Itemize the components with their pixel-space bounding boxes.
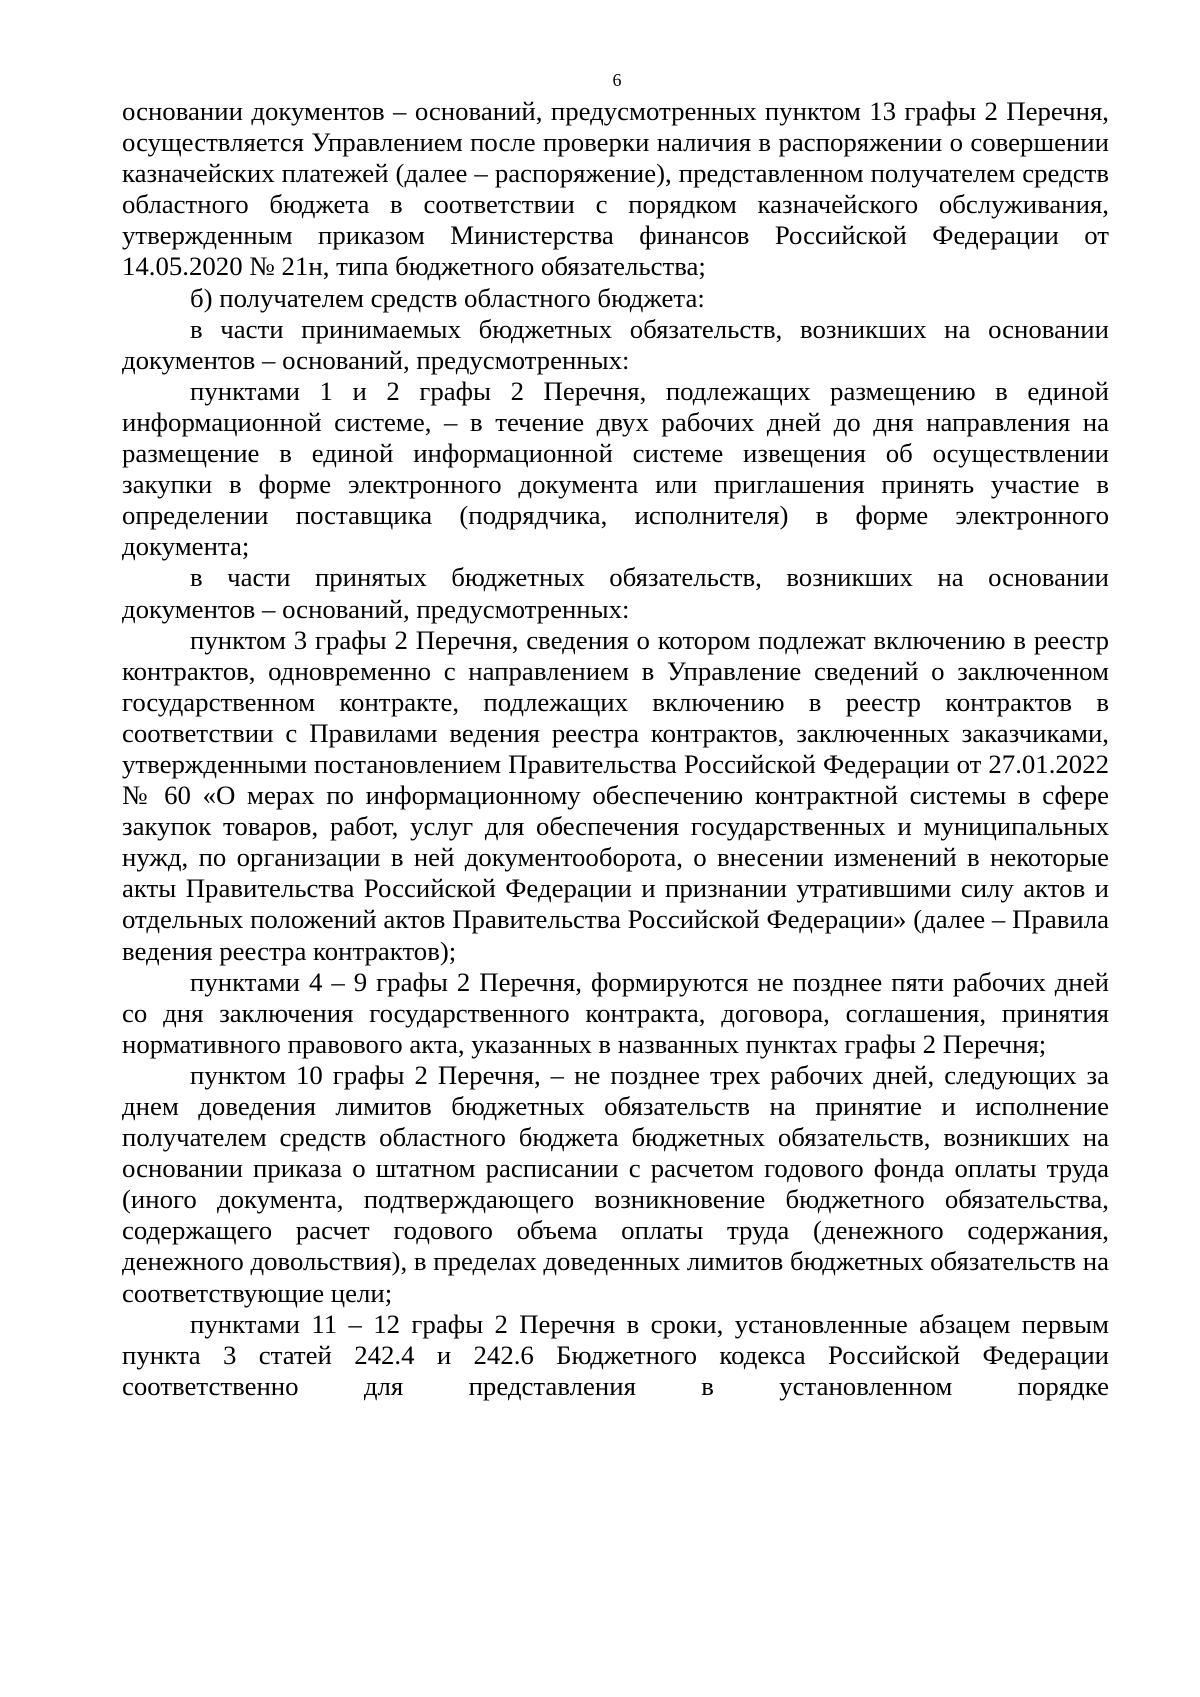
paragraph: пунктом 10 графы 2 Перечня, – не позднее трех рабочих дней, следующих за днем доведения лимитов бюджетных обязательств на принятие и исполнение получателем средств областного бюджета бюджетных обязательств, возникших на основании приказа о штатном расписании с расчетом годового фонда оплаты труда (иного документа, подтверждающего возникновение бюджетного обязательства, содержащего расчет годового объема оплаты труда (денежного содержания, денежного довольствия), в пределах доведенных лимитов бюджетных обязательств на соответствующие цели; [122,1059,1109,1308]
paragraph: в части принятых бюджетных обязательств, возникших на основании документов – оснований, предусмотренных: [122,562,1109,624]
paragraph: пунктами 4 – 9 графы 2 Перечня, формируются не позднее пяти рабочих дней со дня заключения государственного контракта, договора, соглашения, принятия нормативного правового акта, указанных в названных пунктах графы 2 Перечня; [122,966,1109,1059]
paragraph: пунктом 3 графы 2 Перечня, сведения о котором подлежат включению в реестр контрактов, одновременно с направлением в Управление сведений о заключенном государственном контракте, подлежащих включению в реестр контрактов в соответствии с Правилами ведения реестра контрактов, заключенных заказчиками, утвержденными постановлением Правительства Российской Федерации от 27.01.2022 № 60 «О мерах по информационному обеспечению контрактной системы в сфере закупок товаров, работ, услуг для обеспечения государственных и муниципальных нужд, по организации в ней документооборота, о внесении изменений в некоторые акты Правительства Российской Федерации и признании утратившими силу актов и отдельных положений актов Правительства Российской Федерации» (далее – Правила ведения реестра контрактов); [122,624,1109,966]
page-number: 6 [612,70,622,90]
paragraph: в части принимаемых бюджетных обязательств, возникших на основании документов – оснований, предусмотренных: [122,313,1109,375]
document-body [122,96,1109,1402]
paragraph: б) получателем средств областного бюджета: [190,282,705,313]
paragraph: основании документов – оснований, предусмотренных пунктом 13 графы 2 Перечня, осуществляется Управлением после проверки наличия в распоряжении о совершении казначейских платежей (далее – распоряжение), представленном получателем средств областного бюджета в соответствии с порядком казначейского обслуживания, утвержденным приказом Министерства финансов Российской Федерации от 14.05.2020 № 21н, типа бюджетного обязательства; [122,96,1109,282]
paragraph: пунктами 11 – 12 графы 2 Перечня в сроки, установленные абзацем первым пункта 3 статей 242.4 и 242.6 Бюджетного кодекса Российской Федерации соответственно для представления в установленном порядке [122,1308,1109,1401]
paragraph: пунктами 1 и 2 графы 2 Перечня, подлежащих размещению в единой информационной системе, – в течение двух рабочих дней до дня направления на размещение в единой информационной системе извещения об осуществлении закупки в форме электронного документа или приглашения принять участие в определении поставщика (подрядчика, исполнителя) в форме электронного документа; [122,375,1109,562]
